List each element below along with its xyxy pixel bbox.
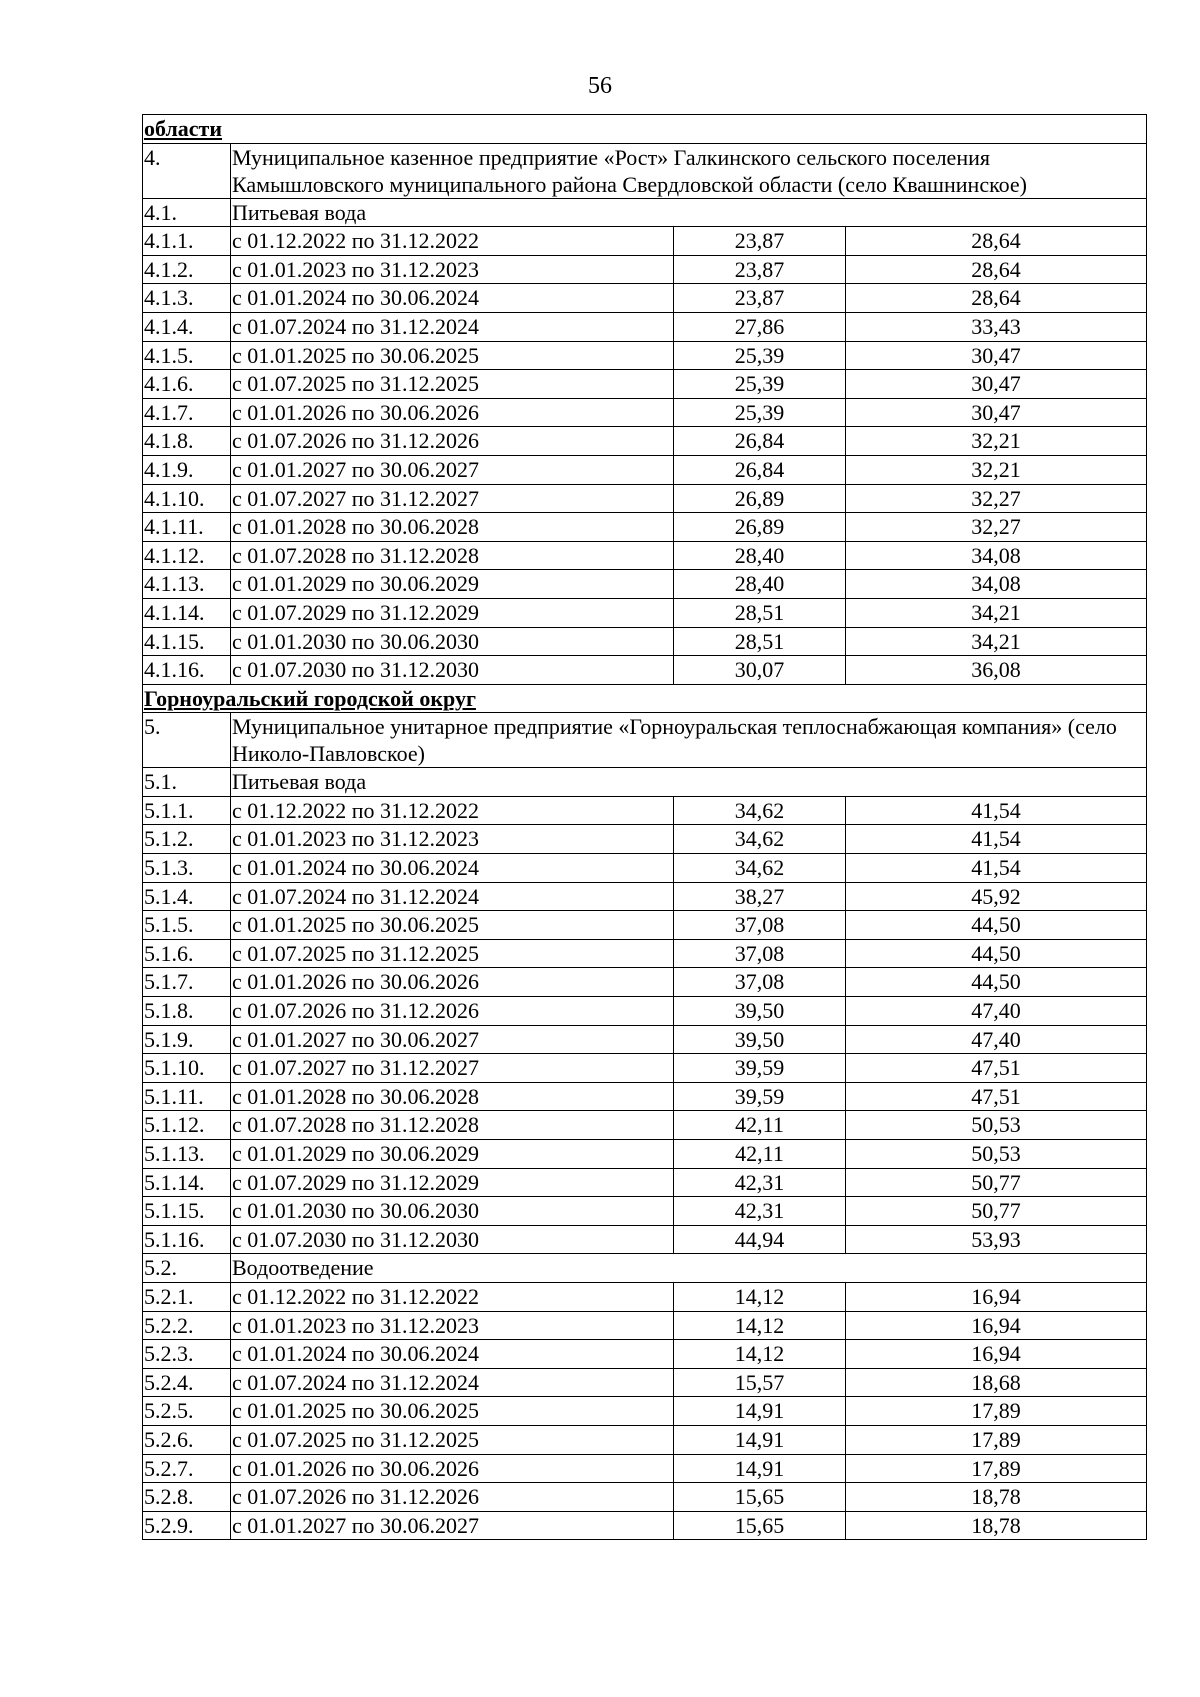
row-number: 5. xyxy=(143,713,231,768)
tariff-value-cell: 34,62 xyxy=(674,796,846,825)
period-cell: с 01.07.2024 по 31.12.2024 xyxy=(231,312,674,341)
tariff-value-cell: 39,50 xyxy=(674,1025,846,1054)
table-row xyxy=(143,513,1147,542)
organization-name: Муниципальное казенное предприятие «Рост» Галкинского сельского поселения Камышловского муниципального района Свердловской области (село Квашнинское) xyxy=(231,143,1147,198)
tariff-value-cell: 27,86 xyxy=(674,312,846,341)
tariff-value-vat-cell: 34,21 xyxy=(846,598,1147,627)
tariff-value-cell: 23,87 xyxy=(674,284,846,313)
period-cell: с 01.07.2026 по 31.12.2026 xyxy=(231,1483,674,1512)
tariff-value-vat-cell: 47,40 xyxy=(846,1025,1147,1054)
tariff-value-vat-cell: 47,51 xyxy=(846,1082,1147,1111)
period-cell: с 01.12.2022 по 31.12.2022 xyxy=(231,796,674,825)
row-number: 4.1.16. xyxy=(143,656,231,685)
table-row xyxy=(143,598,1147,627)
period-cell: с 01.01.2024 по 30.06.2024 xyxy=(231,1340,674,1369)
row-number: 5.1.1. xyxy=(143,796,231,825)
tariff-value-vat-cell: 30,47 xyxy=(846,370,1147,399)
table-row xyxy=(143,1025,1147,1054)
period-cell: с 01.07.2029 по 31.12.2029 xyxy=(231,1168,674,1197)
period-cell: с 01.01.2026 по 30.06.2026 xyxy=(231,1454,674,1483)
row-number: 4.1.4. xyxy=(143,312,231,341)
tariff-value-cell: 25,39 xyxy=(674,341,846,370)
table-row xyxy=(143,1168,1147,1197)
service-row xyxy=(143,1254,1147,1283)
period-cell: с 01.01.2027 по 30.06.2027 xyxy=(231,455,674,484)
row-number: 5.1.10. xyxy=(143,1054,231,1083)
period-cell: с 01.07.2024 по 31.12.2024 xyxy=(231,1368,674,1397)
tariff-value-vat-cell: 28,64 xyxy=(846,255,1147,284)
row-number: 5.2.7. xyxy=(143,1454,231,1483)
row-number: 4.1.13. xyxy=(143,570,231,599)
row-number: 4. xyxy=(143,143,231,198)
row-number: 4.1.2. xyxy=(143,255,231,284)
page-number: 56 xyxy=(588,73,612,99)
period-cell: с 01.12.2022 по 31.12.2022 xyxy=(231,227,674,256)
tariff-value-cell: 14,91 xyxy=(674,1425,846,1454)
tariff-value-vat-cell: 32,21 xyxy=(846,455,1147,484)
row-number: 4.1.3. xyxy=(143,284,231,313)
tariff-value-vat-cell: 16,94 xyxy=(846,1282,1147,1311)
tariff-value-cell: 39,50 xyxy=(674,997,846,1026)
table-row xyxy=(143,1454,1147,1483)
tariff-value-cell: 15,57 xyxy=(674,1368,846,1397)
period-cell: с 01.01.2025 по 30.06.2025 xyxy=(231,341,674,370)
row-number: 5.1.5. xyxy=(143,911,231,940)
table-row xyxy=(143,1397,1147,1426)
table-row xyxy=(143,796,1147,825)
tariff-value-vat-cell: 16,94 xyxy=(846,1340,1147,1369)
period-cell: с 01.01.2024 по 30.06.2024 xyxy=(231,284,674,313)
period-cell: с 01.01.2023 по 31.12.2023 xyxy=(231,825,674,854)
tariff-value-vat-cell: 41,54 xyxy=(846,796,1147,825)
table-row xyxy=(143,227,1147,256)
service-name: Питьевая вода xyxy=(231,768,1147,797)
tariff-value-vat-cell: 30,47 xyxy=(846,341,1147,370)
period-cell: с 01.01.2026 по 30.06.2026 xyxy=(231,968,674,997)
tariff-value-vat-cell: 33,43 xyxy=(846,312,1147,341)
tariff-value-vat-cell: 17,89 xyxy=(846,1397,1147,1426)
district-heading-row xyxy=(143,684,1147,713)
tariff-value-cell: 14,91 xyxy=(674,1454,846,1483)
tariff-value-vat-cell: 18,78 xyxy=(846,1511,1147,1540)
tariff-value-cell: 44,94 xyxy=(674,1225,846,1254)
tariff-value-cell: 37,08 xyxy=(674,939,846,968)
period-cell: с 01.01.2027 по 30.06.2027 xyxy=(231,1511,674,1540)
tariff-value-vat-cell: 50,77 xyxy=(846,1168,1147,1197)
table-row xyxy=(143,1111,1147,1140)
table-row xyxy=(143,255,1147,284)
row-number: 5.1.14. xyxy=(143,1168,231,1197)
table-row xyxy=(143,854,1147,883)
tariff-value-cell: 37,08 xyxy=(674,968,846,997)
tariff-value-vat-cell: 47,51 xyxy=(846,1054,1147,1083)
row-number: 5.2.5. xyxy=(143,1397,231,1426)
table-row xyxy=(143,341,1147,370)
row-number: 5.2.1. xyxy=(143,1282,231,1311)
tariff-value-vat-cell: 34,08 xyxy=(846,570,1147,599)
period-cell: с 01.01.2030 по 30.06.2030 xyxy=(231,627,674,656)
table-row xyxy=(143,398,1147,427)
row-number: 4.1.12. xyxy=(143,541,231,570)
row-number: 4.1.5. xyxy=(143,341,231,370)
table-row xyxy=(143,455,1147,484)
district-heading-row xyxy=(143,115,1147,144)
tariff-value-vat-cell: 32,27 xyxy=(846,513,1147,542)
table-row xyxy=(143,1483,1147,1512)
row-number: 5.2.9. xyxy=(143,1511,231,1540)
tariff-value-vat-cell: 32,27 xyxy=(846,484,1147,513)
period-cell: с 01.07.2025 по 31.12.2025 xyxy=(231,370,674,399)
period-cell: с 01.07.2026 по 31.12.2026 xyxy=(231,997,674,1026)
row-number: 5.1.11. xyxy=(143,1082,231,1111)
tariff-value-cell: 23,87 xyxy=(674,227,846,256)
tariff-value-cell: 23,87 xyxy=(674,255,846,284)
table-row xyxy=(143,427,1147,456)
row-number: 5.2.6. xyxy=(143,1425,231,1454)
period-cell: с 01.07.2030 по 31.12.2030 xyxy=(231,656,674,685)
district-heading: области xyxy=(143,115,1147,144)
tariff-value-vat-cell: 45,92 xyxy=(846,882,1147,911)
tariff-value-cell: 28,40 xyxy=(674,541,846,570)
tariff-value-vat-cell: 47,40 xyxy=(846,997,1147,1026)
period-cell: с 01.07.2027 по 31.12.2027 xyxy=(231,1054,674,1083)
period-cell: с 01.07.2028 по 31.12.2028 xyxy=(231,541,674,570)
row-number: 5.2.2. xyxy=(143,1311,231,1340)
tariff-value-vat-cell: 50,77 xyxy=(846,1197,1147,1226)
period-cell: с 01.12.2022 по 31.12.2022 xyxy=(231,1282,674,1311)
tariff-value-vat-cell: 41,54 xyxy=(846,854,1147,883)
tariff-value-cell: 30,07 xyxy=(674,656,846,685)
period-cell: с 01.01.2027 по 30.06.2027 xyxy=(231,1025,674,1054)
tariff-value-cell: 26,84 xyxy=(674,427,846,456)
row-number: 5.2.4. xyxy=(143,1368,231,1397)
tariff-value-cell: 39,59 xyxy=(674,1082,846,1111)
period-cell: с 01.01.2028 по 30.06.2028 xyxy=(231,513,674,542)
table-row xyxy=(143,627,1147,656)
table-row xyxy=(143,570,1147,599)
tariff-value-vat-cell: 17,89 xyxy=(846,1454,1147,1483)
table-row xyxy=(143,1197,1147,1226)
period-cell: с 01.07.2027 по 31.12.2027 xyxy=(231,484,674,513)
row-number: 5.1. xyxy=(143,768,231,797)
table-row xyxy=(143,312,1147,341)
tariff-value-cell: 42,11 xyxy=(674,1111,846,1140)
table-row xyxy=(143,968,1147,997)
table-row xyxy=(143,997,1147,1026)
table-row xyxy=(143,1425,1147,1454)
row-number: 5.2. xyxy=(143,1254,231,1283)
table-row xyxy=(143,882,1147,911)
tariff-value-cell: 15,65 xyxy=(674,1483,846,1512)
row-number: 4.1.14. xyxy=(143,598,231,627)
period-cell: с 01.01.2025 по 30.06.2025 xyxy=(231,1397,674,1426)
row-number: 5.1.9. xyxy=(143,1025,231,1054)
row-number: 5.1.2. xyxy=(143,825,231,854)
tariff-value-vat-cell: 18,68 xyxy=(846,1368,1147,1397)
table-row xyxy=(143,370,1147,399)
tariff-value-vat-cell: 17,89 xyxy=(846,1425,1147,1454)
table-row xyxy=(143,484,1147,513)
district-heading: Горноуральский городской округ xyxy=(143,684,1147,713)
tariff-value-cell: 38,27 xyxy=(674,882,846,911)
tariff-value-cell: 15,65 xyxy=(674,1511,846,1540)
tariff-value-cell: 39,59 xyxy=(674,1054,846,1083)
row-number: 5.1.15. xyxy=(143,1197,231,1226)
row-number: 5.2.3. xyxy=(143,1340,231,1369)
tariff-value-vat-cell: 50,53 xyxy=(846,1140,1147,1169)
table-row xyxy=(143,541,1147,570)
row-number: 5.1.12. xyxy=(143,1111,231,1140)
period-cell: с 01.01.2029 по 30.06.2029 xyxy=(231,1140,674,1169)
tariff-value-cell: 42,31 xyxy=(674,1197,846,1226)
row-number: 5.1.16. xyxy=(143,1225,231,1254)
table-row xyxy=(143,939,1147,968)
tariff-value-vat-cell: 44,50 xyxy=(846,911,1147,940)
period-cell: с 01.07.2025 по 31.12.2025 xyxy=(231,939,674,968)
tariff-value-cell: 14,12 xyxy=(674,1311,846,1340)
table-row xyxy=(143,1082,1147,1111)
tariff-value-cell: 14,12 xyxy=(674,1282,846,1311)
tariff-value-vat-cell: 53,93 xyxy=(846,1225,1147,1254)
service-name: Питьевая вода xyxy=(231,198,1147,227)
period-cell: с 01.07.2030 по 31.12.2030 xyxy=(231,1225,674,1254)
row-number: 5.1.7. xyxy=(143,968,231,997)
table-row xyxy=(143,656,1147,685)
period-cell: с 01.07.2026 по 31.12.2026 xyxy=(231,427,674,456)
tariff-value-cell: 26,84 xyxy=(674,455,846,484)
row-number: 5.1.4. xyxy=(143,882,231,911)
tariff-value-cell: 42,31 xyxy=(674,1168,846,1197)
period-cell: с 01.01.2029 по 30.06.2029 xyxy=(231,570,674,599)
row-number: 5.1.8. xyxy=(143,997,231,1026)
tariff-value-vat-cell: 34,08 xyxy=(846,541,1147,570)
table-row xyxy=(143,1225,1147,1254)
tariff-value-vat-cell: 28,64 xyxy=(846,227,1147,256)
tariff-value-cell: 28,40 xyxy=(674,570,846,599)
service-row xyxy=(143,198,1147,227)
organization-row xyxy=(143,143,1147,198)
period-cell: с 01.01.2028 по 30.06.2028 xyxy=(231,1082,674,1111)
table-row xyxy=(143,1282,1147,1311)
row-number: 4.1.6. xyxy=(143,370,231,399)
tariff-value-cell: 14,91 xyxy=(674,1397,846,1426)
tariff-value-cell: 26,89 xyxy=(674,484,846,513)
row-number: 5.1.3. xyxy=(143,854,231,883)
row-number: 5.1.13. xyxy=(143,1140,231,1169)
tariff-value-vat-cell: 44,50 xyxy=(846,939,1147,968)
table-row xyxy=(143,825,1147,854)
period-cell: с 01.07.2028 по 31.12.2028 xyxy=(231,1111,674,1140)
tariff-value-cell: 34,62 xyxy=(674,854,846,883)
tariff-value-vat-cell: 30,47 xyxy=(846,398,1147,427)
row-number: 4.1.8. xyxy=(143,427,231,456)
period-cell: с 01.07.2029 по 31.12.2029 xyxy=(231,598,674,627)
table-row xyxy=(143,911,1147,940)
tariff-value-vat-cell: 32,21 xyxy=(846,427,1147,456)
row-number: 4.1.15. xyxy=(143,627,231,656)
period-cell: с 01.01.2030 по 30.06.2030 xyxy=(231,1197,674,1226)
tariff-value-cell: 14,12 xyxy=(674,1340,846,1369)
tariff-value-cell: 37,08 xyxy=(674,911,846,940)
row-number: 4.1.7. xyxy=(143,398,231,427)
period-cell: с 01.01.2023 по 31.12.2023 xyxy=(231,255,674,284)
period-cell: с 01.01.2026 по 30.06.2026 xyxy=(231,398,674,427)
tariff-table xyxy=(142,114,1147,1540)
row-number: 5.2.8. xyxy=(143,1483,231,1512)
tariff-value-cell: 42,11 xyxy=(674,1140,846,1169)
period-cell: с 01.07.2025 по 31.12.2025 xyxy=(231,1425,674,1454)
tariff-value-cell: 28,51 xyxy=(674,598,846,627)
row-number: 4.1.9. xyxy=(143,455,231,484)
tariff-value-vat-cell: 16,94 xyxy=(846,1311,1147,1340)
row-number: 4.1. xyxy=(143,198,231,227)
tariff-value-cell: 26,89 xyxy=(674,513,846,542)
row-number: 5.1.6. xyxy=(143,939,231,968)
row-number: 4.1.11. xyxy=(143,513,231,542)
table-row xyxy=(143,1054,1147,1083)
period-cell: с 01.01.2023 по 31.12.2023 xyxy=(231,1311,674,1340)
table-row xyxy=(143,1140,1147,1169)
tariff-value-cell: 34,62 xyxy=(674,825,846,854)
tariff-value-vat-cell: 44,50 xyxy=(846,968,1147,997)
service-row xyxy=(143,768,1147,797)
tariff-table-body xyxy=(143,115,1147,1540)
table-row xyxy=(143,284,1147,313)
tariff-value-vat-cell: 50,53 xyxy=(846,1111,1147,1140)
period-cell: с 01.01.2025 по 30.06.2025 xyxy=(231,911,674,940)
period-cell: с 01.01.2024 по 30.06.2024 xyxy=(231,854,674,883)
organization-row xyxy=(143,713,1147,768)
tariff-value-vat-cell: 18,78 xyxy=(846,1483,1147,1512)
row-number: 4.1.10. xyxy=(143,484,231,513)
period-cell: с 01.07.2024 по 31.12.2024 xyxy=(231,882,674,911)
table-row xyxy=(143,1340,1147,1369)
organization-name: Муниципальное унитарное предприятие «Горноуральская теплоснабжающая компания» (село Николо-Павловское) xyxy=(231,713,1147,768)
tariff-value-vat-cell: 34,21 xyxy=(846,627,1147,656)
tariff-value-cell: 25,39 xyxy=(674,370,846,399)
tariff-value-vat-cell: 41,54 xyxy=(846,825,1147,854)
service-name: Водоотведение xyxy=(231,1254,1147,1283)
tariff-value-cell: 28,51 xyxy=(674,627,846,656)
tariff-value-vat-cell: 36,08 xyxy=(846,656,1147,685)
tariff-value-cell: 25,39 xyxy=(674,398,846,427)
table-row xyxy=(143,1311,1147,1340)
table-row xyxy=(143,1511,1147,1540)
tariff-value-vat-cell: 28,64 xyxy=(846,284,1147,313)
row-number: 4.1.1. xyxy=(143,227,231,256)
table-row xyxy=(143,1368,1147,1397)
